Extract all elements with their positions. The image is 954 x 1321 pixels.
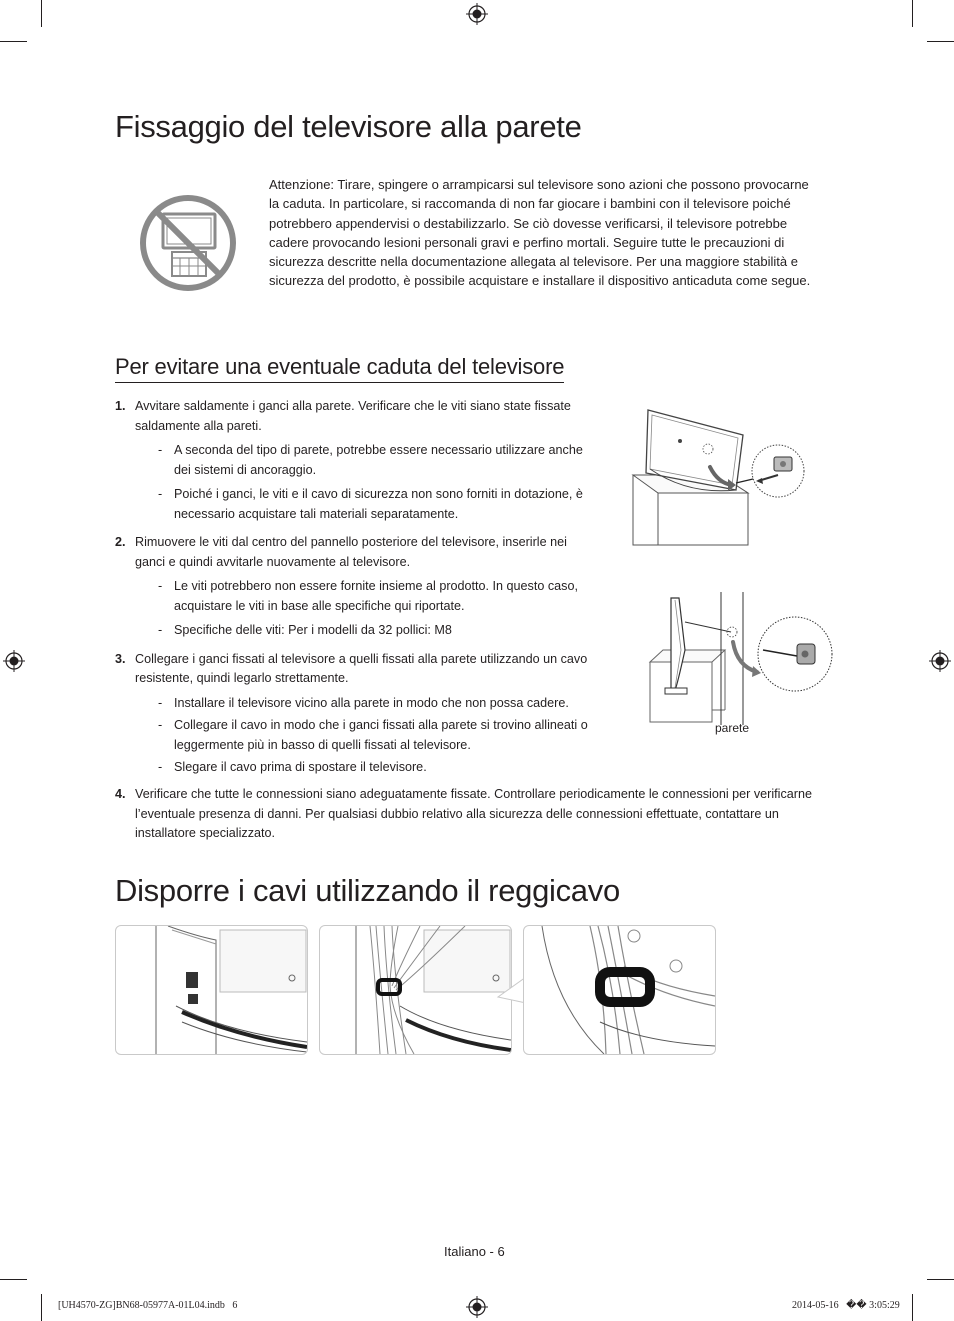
registration-target-icon (929, 650, 951, 672)
step-note-text: Le viti potrebbero non essere fornite insieme al prodotto. In questo caso, acquistare le viti in base alle specifiche qui riportate. (174, 579, 578, 613)
step-note-text: A seconda del tipo di parete, potrebbe essere necessario utilizzare anche dei sistemi di ancoraggio. (174, 443, 583, 477)
registration-target-icon (466, 3, 488, 25)
step-number: 1. (115, 399, 126, 413)
tv-back-clip-slot-illustration (116, 926, 307, 1054)
crop-mark-top-right-h (927, 41, 954, 42)
print-slug-right: 2014-05-16 �� 3:05:29 (792, 1300, 900, 1311)
step-number: 4. (115, 787, 126, 801)
step-text: Collegare i ganci fissati al televisore a quelli fissati alla parete utilizzando un cavo resistente, quindi legarlo strettamente. (135, 651, 588, 685)
cable-section-title: Disporre i cavi utilizzando il reggicavo (115, 873, 620, 908)
step-note (135, 441, 595, 480)
step-text: Rimuovere le viti dal centro del pannello posteriore del televisore, inserirle nei ganci e quindi avvitarle nuovamente al televisore. (135, 535, 567, 569)
step-note-text: Poiché i ganci, le viti e il cavo di sicurezza non sono forniti in dotazione, è necessario acquistare tali materiali separatamente. (174, 487, 583, 521)
crop-mark-bottom-right-v (912, 1294, 913, 1321)
print-slug-left: [UH4570-ZG]BN68-05977A-01L04.indb 6 (58, 1300, 238, 1311)
crop-mark-top-left-v (41, 0, 42, 27)
dash-bullet: - (158, 760, 163, 774)
crop-mark-bottom-left-h (0, 1279, 27, 1280)
crop-mark-top-left-h (0, 41, 27, 42)
dash-bullet: - (158, 695, 163, 710)
step-note (135, 694, 595, 714)
dash-bullet: - (158, 443, 163, 457)
step-note (135, 621, 595, 641)
warning-paragraph: Attenzione: Tirare, spingere o arrampicarsi sul televisore sono azioni che possono provocarne la caduta. In particolare, si raccomanda di non far giocare i bambini con il televisore poiché potrebbero appendervisi o destabilizzarlo. Se ciò dovesse verificarsi, il televisore potrebbe cadere provocando lesioni personali gravi e perfino mortali. Seguire tutte le precauzioni di sicurezza descritte nella documentazione allegata al televisore. Per una maggiore stabilità e sicurezza del prodotto, è possibile acquistare e installare il dispositivo anticaduta come segue. (269, 177, 811, 289)
steps-list (115, 397, 595, 786)
cable-holder-step-panel (115, 925, 308, 1055)
crop-mark-bottom-right-h (927, 1279, 954, 1280)
tv-back-bracket-illustration (628, 405, 808, 550)
step-note (135, 577, 595, 616)
section-heading-container (115, 354, 564, 383)
dash-bullet: - (158, 623, 163, 637)
step-3 (115, 650, 595, 778)
step-number: 3. (115, 651, 126, 666)
dash-bullet: - (158, 487, 163, 501)
section-heading: Per evitare una eventuale caduta del televisore (115, 354, 564, 383)
page-footer: Italiano - 6 (444, 1244, 505, 1259)
registration-target-icon (3, 650, 25, 672)
step-note (135, 758, 595, 778)
step-note (135, 716, 595, 755)
step-text: Avvitare saldamente i ganci alla parete. Verificare che le viti siano state fissate saldamente alla pareti. (135, 399, 571, 433)
step-note-text: Collegare il cavo in modo che i ganci fissati alla parete si trovino allineati o leggermente più in basso di quelli fissati al televisore. (174, 718, 588, 752)
crop-mark-bottom-left-v (41, 1294, 42, 1321)
step-text: Verificare che tutte le connessioni siano adeguatamente fissate. Controllare periodicamente le connessioni per verificarne l’eventuale presenza di danni. Per qualsiasi dubbio relativo alla sicurezza delle connessioni effettuate, contattare un installatore specializzato. (135, 787, 812, 840)
cable-holder-detail-panel (523, 925, 716, 1055)
dash-bullet: - (158, 579, 163, 593)
step-note (135, 485, 595, 524)
step-number: 2. (115, 535, 126, 549)
cable-holder-step-panel (319, 925, 512, 1055)
tv-wall-cable-illustration (645, 590, 835, 725)
page-title: Fissaggio del televisore alla parete (115, 109, 582, 144)
step-note-text: Slegare il cavo prima di spostare il televisore. (174, 760, 427, 774)
cables-in-clip-illustration (320, 926, 511, 1054)
dash-bullet: - (158, 718, 163, 732)
step-1 (115, 397, 595, 524)
step-2 (115, 533, 595, 641)
wall-label: parete (715, 721, 750, 735)
registration-target-icon (466, 1296, 488, 1318)
step-note-text: Specifiche delle viti: Per i modelli da 32 pollici: M8 (174, 623, 452, 637)
step-note-text: Installare il televisore vicino alla parete in modo che non possa cadere. (174, 695, 569, 710)
no-climbing-warning-icon (139, 194, 237, 292)
crop-mark-top-right-v (912, 0, 913, 27)
step-4 (115, 785, 830, 844)
clip-closeup-illustration (524, 926, 715, 1054)
steps-list-continued (115, 785, 830, 852)
